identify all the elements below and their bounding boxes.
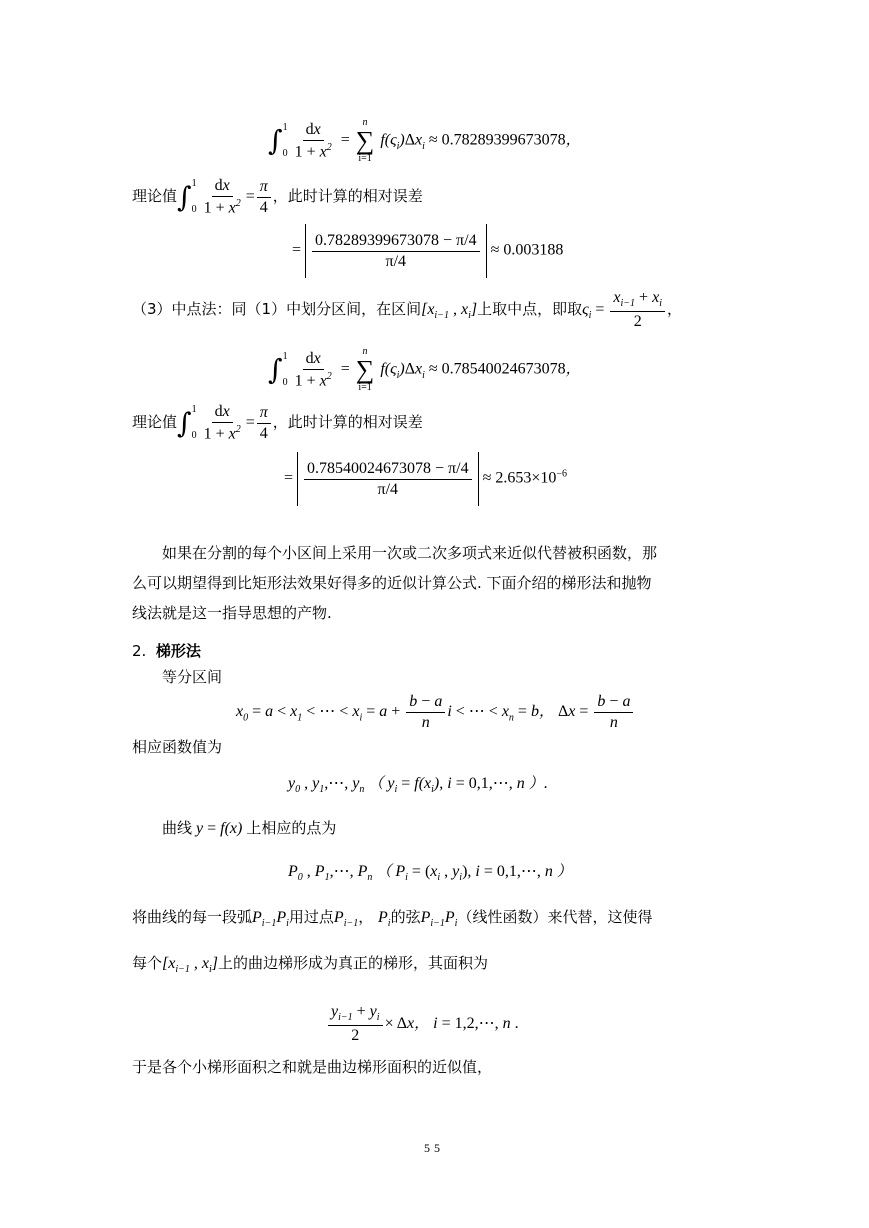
points-formula: $P_0$ , $P_1,\cdots$, $P_n$ （ $P_i = (x_i$ , $y_i$), i = 0,1,⋯, n ） (288, 862, 572, 884)
theory-line-1: 理论值∫ 1 0 $\frac{dx}{1 + x^2}$ = $\frac{\pi}{4}$ ，此时计算的相对误差 (132, 177, 423, 217)
function-values-label: 相应函数值为 (132, 738, 223, 756)
arc-replacement-line: 将曲线的每一段弧$P_{i-1}P_i$用过点$P_{i-1}$， $P_i$的弦$P_{i-1}P_i$（线性函数）来代替，这使得 (132, 908, 653, 930)
midpoint-method-line: （3）中点法：同（1）中划分区间，在区间[$x_{i-1}$ , $x_i$]上取中点，即取$\varsigma_i$ = $\frac{x_{i-1} + x_i}{2}$ ， (132, 289, 682, 331)
sum-approximation-line: 于是各个小梯形面积之和就是曲边梯形面积的近似值， (132, 1058, 493, 1076)
formula-midpoint-result: ∫ 1 0 $\frac{dx}{1 + x^2}$ = n ∑ i=1 $f(\varsigma_i)\Delta x_i \approx 0.78540024673078$， (268, 346, 581, 393)
paragraph-line-2: 么可以期望得到比矩形法效果好得多的近似计算公式. 下面介绍的梯形法和抛物 (132, 574, 652, 592)
equal-division-label: 等分区间 (162, 668, 223, 686)
page-number: 55 (424, 1141, 444, 1155)
curve-points-line: 曲线 y = f(x) 上相应的点为 (162, 819, 337, 837)
paragraph-line-1: 如果在分割的每个小区间上采用一次或二次多项式来近似代替被积函数，那 (162, 544, 658, 562)
trapezoid-area-formula: $\frac{y_{i-1} + y_i}{2}$ × Δx， i = 1,2,⋯, n . (326, 1004, 519, 1044)
formula-left-rect-result: ∫ 1 0 $\frac{dx}{1 + x^2}$ = n ∑ i=1 $f(\varsigma_i)\Delta x_i \approx 0.78289399673078$， (268, 117, 581, 164)
paragraph-line-3: 线法就是这一指导思想的产物. (132, 604, 332, 622)
section-heading: 2. 梯形法 (132, 642, 201, 660)
trapezoid-area-line: 每个[$x_{i-1}$ , $x_i$]上的曲边梯形成为真正的梯形，其面积为 (132, 954, 489, 976)
partition-formula: $x_0 = a < x_1$ < ⋯ < $x_i = a$ + $\frac{b - a}{n}$ i < ⋯ < $x_n = b$， Δx = $\frac{b - a}{n}$ (236, 694, 635, 731)
relative-error-1: = $\frac{0.78289399673078 - \pi/4}{\pi/4}$ ≈ 0.003188 (292, 224, 563, 278)
relative-error-2: = $\frac{0.78540024673078 - \pi/4}{\pi/4}$ ≈ $2.653\times 10^{-6}$ (284, 452, 567, 506)
function-values-formula: $y_0$ , $y_1,\cdots$, $y_n$ （ $y_i = f(x_i)$, i = 0,1,⋯, n ）. (288, 774, 549, 796)
theory-line-2: 理论值∫ 1 0 $\frac{dx}{1 + x^2}$ = $\frac{\pi}{4}$ ，此时计算的相对误差 (132, 403, 423, 443)
